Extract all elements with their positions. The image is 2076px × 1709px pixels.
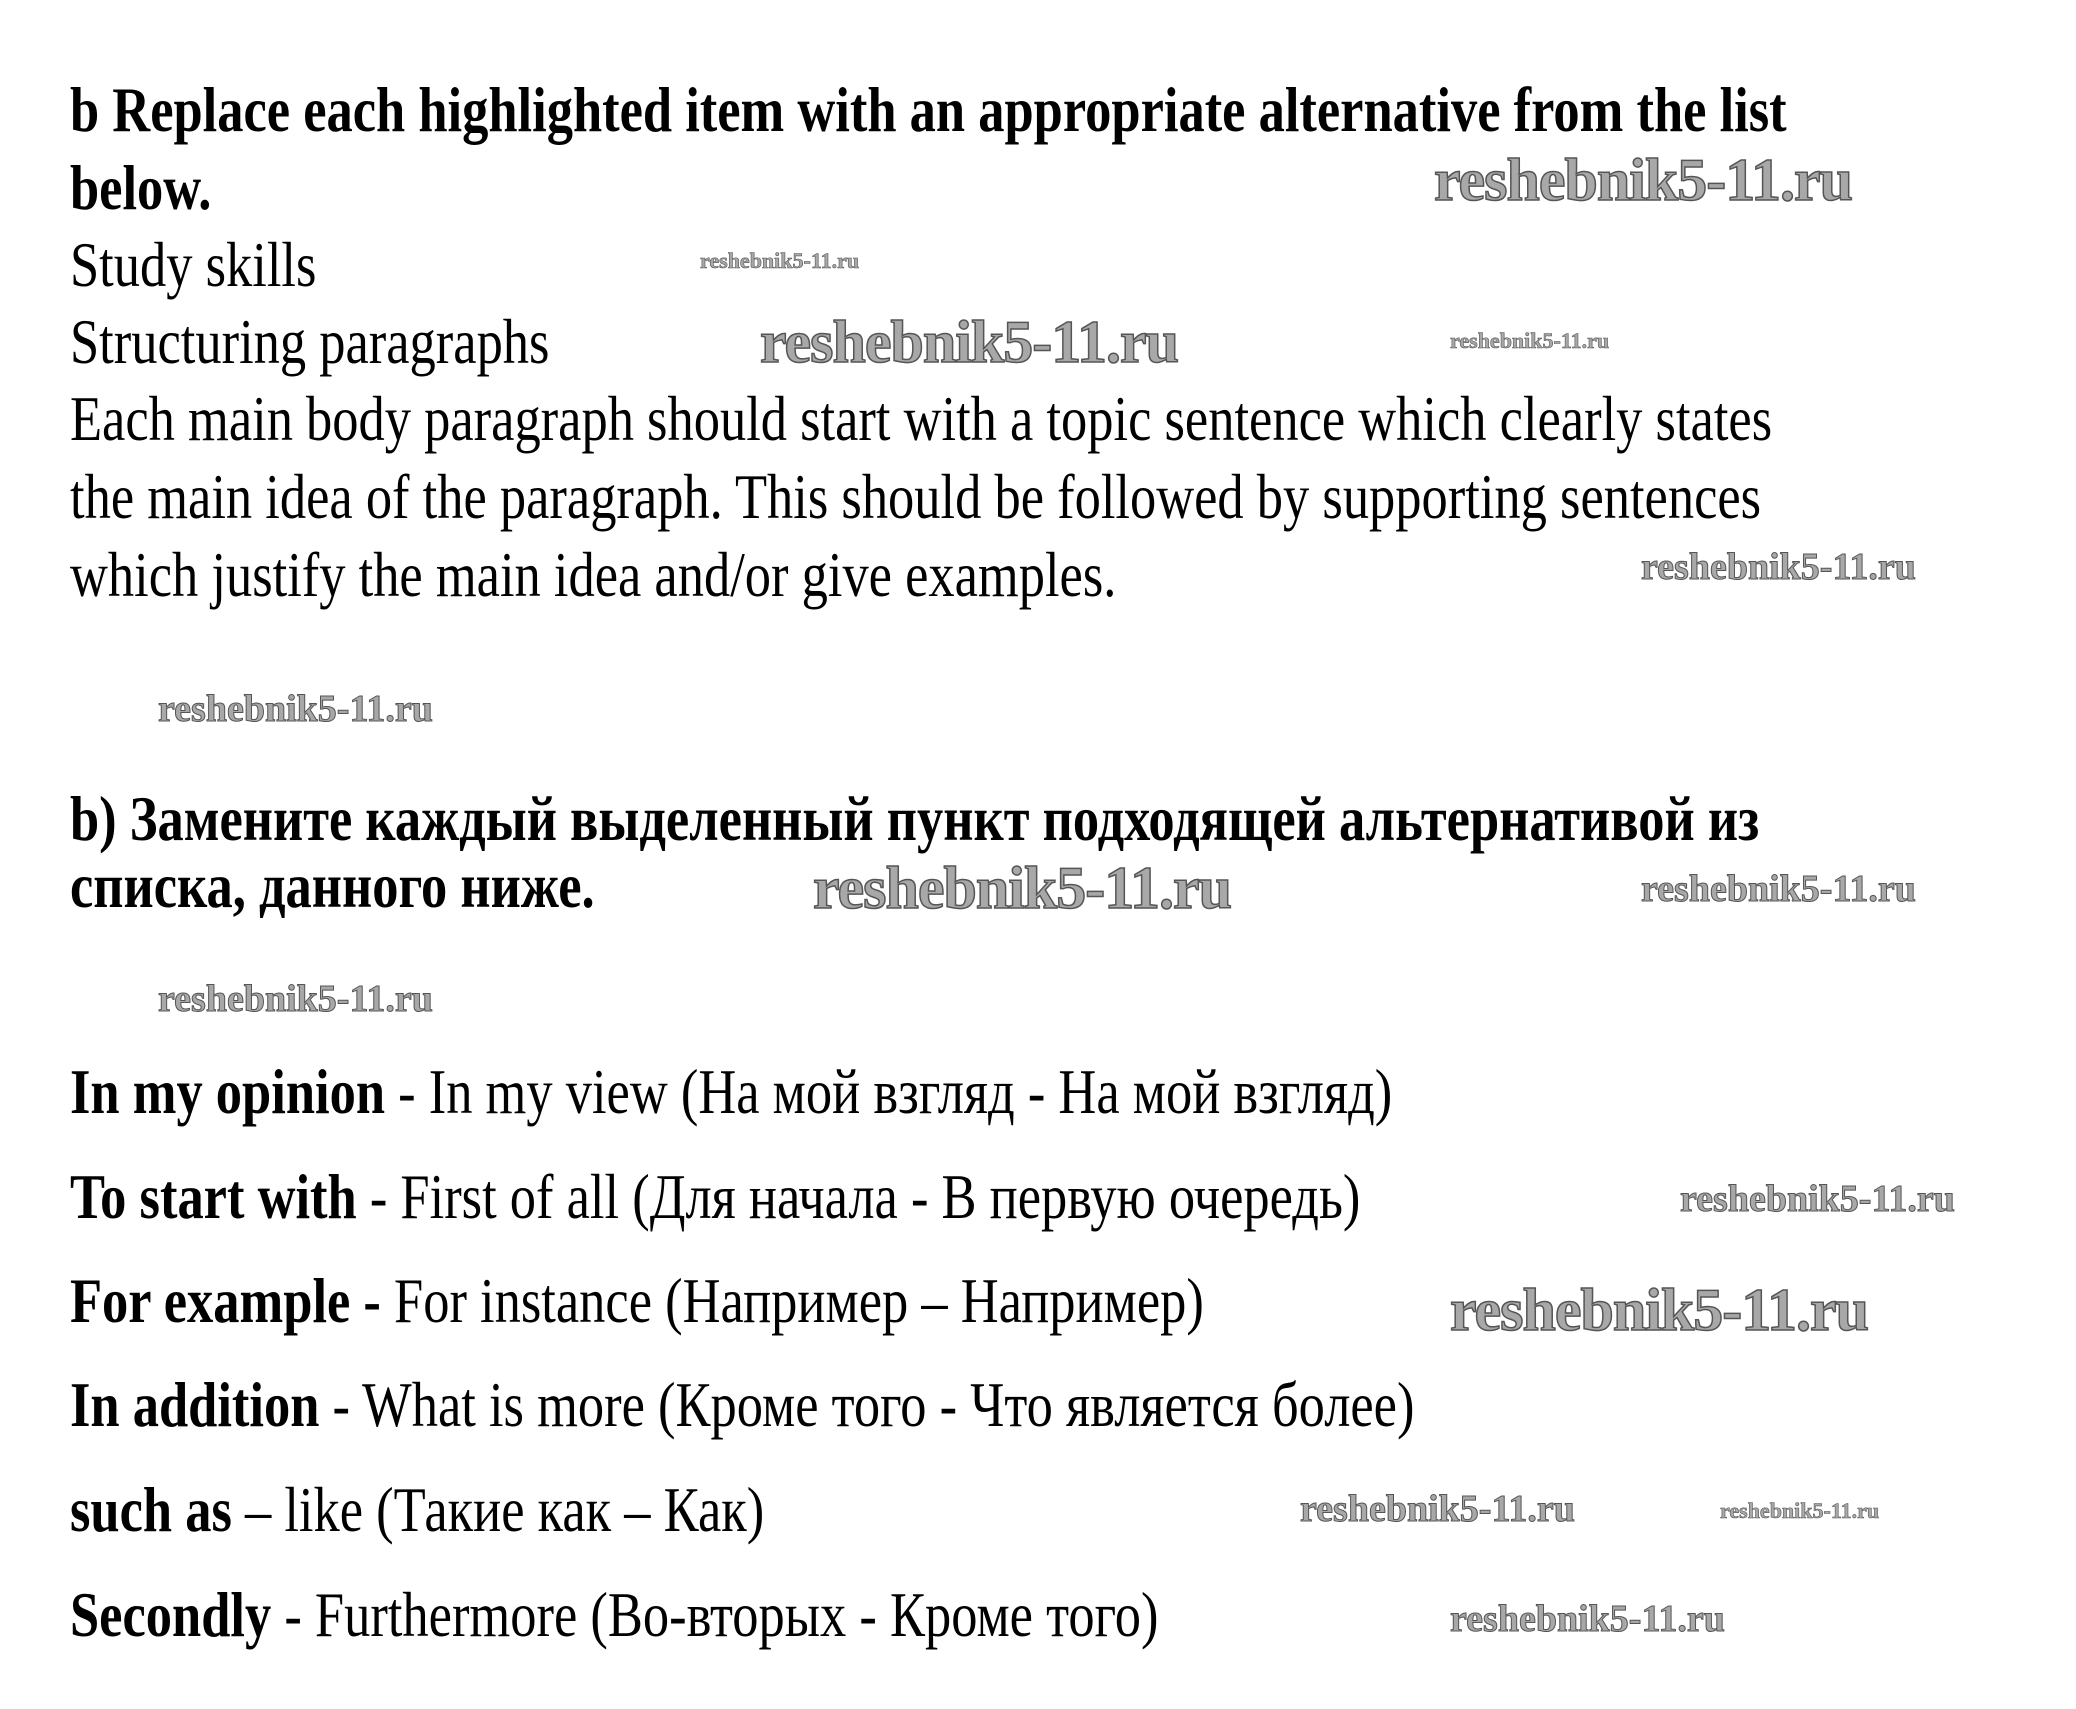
watermark: reshebnik5-11.ru — [1720, 1498, 1880, 1523]
body-line: Each main body paragraph should start with a topic sentence which clearly states — [70, 383, 1773, 454]
answer-term: To start with — [70, 1161, 357, 1232]
watermark: reshebnik5-11.ru — [1450, 1598, 1725, 1640]
answer-text: – like (Такие как – Как) — [231, 1474, 765, 1545]
subsection-title: Structuring paragraphs — [70, 306, 550, 377]
answer-item — [70, 1369, 1415, 1440]
watermark: reshebnik5-11.ru — [1641, 546, 1916, 588]
watermark: reshebnik5-11.ru — [1641, 868, 1916, 910]
task-heading-en: b Replace each highlighted item with an appropriate alternative from the list — [70, 74, 1787, 145]
answer-text: - What is more (Кроме того - Что является более) — [319, 1369, 1415, 1440]
task-heading-en-cont: below. — [70, 152, 212, 223]
answer-item — [70, 1265, 1204, 1336]
watermark: reshebnik5-11.ru — [158, 688, 433, 730]
answer-term: For example - — [70, 1265, 381, 1336]
watermark: reshebnik5-11.ru — [1300, 1488, 1575, 1530]
watermark: reshebnik5-11.ru — [158, 978, 433, 1020]
answer-text: For instance (Например – Например) — [380, 1265, 1204, 1336]
answer-term: In my opinion — [70, 1056, 386, 1127]
answer-item — [70, 1056, 1393, 1127]
watermark: reshebnik5-11.ru — [1450, 1277, 1868, 1343]
watermark: reshebnik5-11.ru — [1434, 147, 1852, 213]
watermark: reshebnik5-11.ru — [1450, 328, 1610, 353]
answer-text: - Furthermore (Во-вторых - Кроме того) — [271, 1579, 1159, 1650]
answer-text: - In my view (На мой взгляд - На мой взгляд) — [385, 1056, 1393, 1127]
answer-term: Secondly — [70, 1579, 272, 1650]
section-title: Study skills — [70, 229, 317, 300]
watermark: reshebnik5-11.ru — [760, 309, 1178, 375]
body-line: which justify the main idea and/or give examples. — [70, 539, 1117, 610]
watermark: reshebnik5-11.ru — [700, 248, 860, 273]
answer-item — [70, 1474, 765, 1545]
answer-term: such as — [70, 1474, 232, 1545]
answer-item — [70, 1579, 1159, 1650]
task-heading-ru-cont: списка, данного ниже. — [70, 850, 595, 921]
watermark: reshebnik5-11.ru — [813, 855, 1231, 921]
body-line: the main idea of the paragraph. This should be followed by supporting sentences — [70, 461, 1762, 532]
watermark: reshebnik5-11.ru — [1680, 1178, 1955, 1220]
task-heading-ru: b) Замените каждый выделенный пункт подходящей альтернативой из — [70, 783, 1760, 854]
answer-text: - First of all (Для начала - В первую очередь) — [356, 1161, 1361, 1232]
answer-item — [70, 1161, 1361, 1232]
answer-term: In addition — [70, 1369, 320, 1440]
